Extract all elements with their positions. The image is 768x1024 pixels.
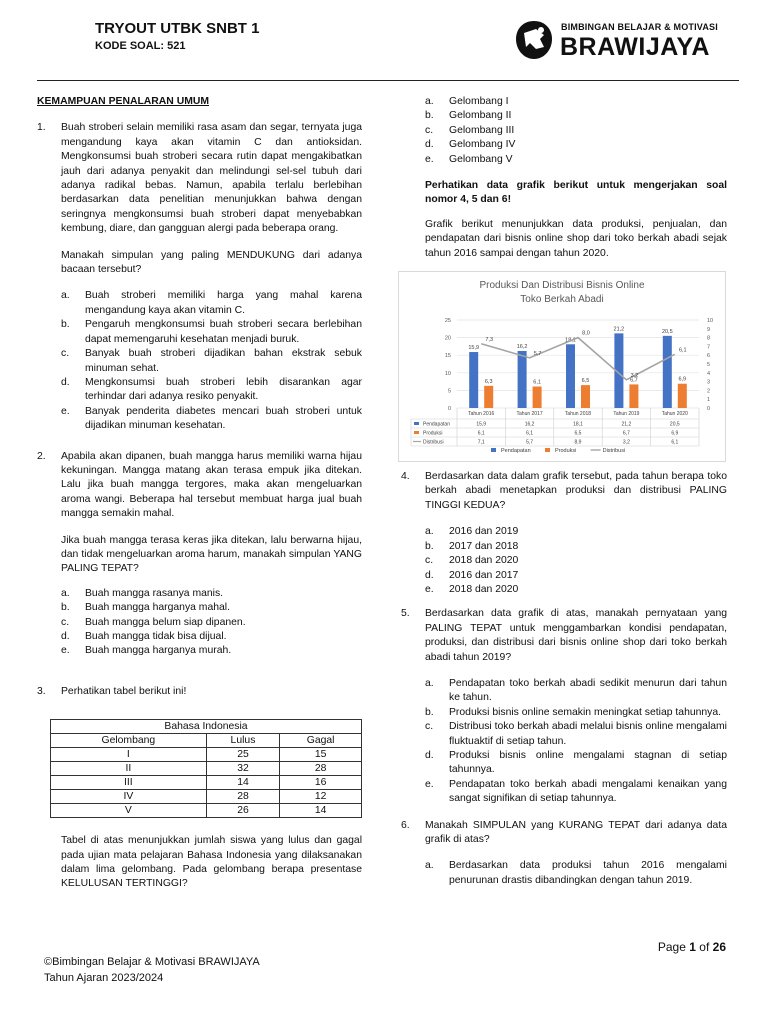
bar-produksi xyxy=(533,387,542,408)
question-1 xyxy=(37,121,362,433)
data-table-cell: 15,9 xyxy=(476,421,487,428)
bar-pendapatan xyxy=(518,351,527,408)
data-table-cell: 6,7 xyxy=(622,430,630,437)
option-d[interactable]: d. 2016 dan 2017 xyxy=(425,569,519,581)
legend-key xyxy=(545,448,550,452)
legend-key xyxy=(491,448,496,452)
option-b[interactable]: b. Pengaruh mengkonsumsi buah stroberi secara berlebihan dapat memengaruhi kesehatan menjadi buruk. xyxy=(61,319,362,345)
table-row: IV 28 12 xyxy=(51,790,362,804)
footer-copyright: ©Bimbingan Belajar & Motivasi BRAWIJAYA xyxy=(44,956,260,968)
option-a[interactable]: a. Gelombang I xyxy=(425,96,509,107)
question-4 xyxy=(401,470,727,597)
bar-pendapatan xyxy=(566,344,575,408)
option-d[interactable]: d. Gelombang IV xyxy=(425,139,516,151)
data-table-cell: 6,1 xyxy=(671,439,679,446)
question-prompt: Manakah SIMPULAN yang KURANG TEPAT dari adanya data grafik di atas? xyxy=(425,819,727,845)
left-axis-tick: 5 xyxy=(447,388,451,395)
option-e[interactable]: e. Gelombang V xyxy=(425,153,513,165)
pass-fail-table xyxy=(50,719,362,818)
bar-pendapatan xyxy=(469,352,478,408)
brand-tagline: BIMBINGAN BELAJAR & MOTIVASI xyxy=(561,22,718,32)
bar-data-label: 21,2 xyxy=(613,326,625,333)
bar-data-label: 15,9 xyxy=(468,345,480,352)
question-prompt: Berdasarkan data dalam grafik tersebut, pada tahun berapa toko berkah abadi menetapkan produksi dan distribusi PALING TINGGI KEDUA? xyxy=(425,471,727,511)
question-3 xyxy=(37,685,362,699)
data-table-cell: 6,5 xyxy=(574,430,582,437)
right-axis-tick: 9 xyxy=(707,326,711,333)
category-label: Tahun 2016 xyxy=(468,411,495,418)
data-table-key xyxy=(414,431,419,434)
option-c[interactable]: c. Buah mangga belum siap dipanen. xyxy=(61,616,246,628)
question-6 xyxy=(401,819,727,889)
option-a[interactable]: a. Pendapatan toko berkah abadi sedikit menurun dari tahun ke tahun. xyxy=(425,677,727,704)
question-number: 4. xyxy=(401,471,410,483)
bar-data-label: 6,3 xyxy=(484,378,493,385)
section-title: KEMAMPUAN PENALARAN UMUM xyxy=(37,96,210,107)
option-e[interactable]: e. Banyak penderita diabetes mencari buah stroberi untuk dijadikan minuman kesehatan. xyxy=(61,405,362,432)
bar-pendapatan xyxy=(663,336,672,408)
left-axis-tick: 10 xyxy=(444,370,451,377)
data-table-row-label: Distribusi xyxy=(423,439,444,446)
data-table-cell: 18,1 xyxy=(573,421,583,428)
right-axis-tick: 2 xyxy=(707,388,711,395)
left-axis-tick: 0 xyxy=(447,406,451,413)
chart-title: Produksi Dan Distribusi Bisnis Online xyxy=(479,280,645,292)
brand-logo-icon xyxy=(514,19,554,61)
option-c[interactable]: c. 2018 dan 2020 xyxy=(425,555,519,567)
category-label: Tahun 2017 xyxy=(516,411,543,418)
table-header: Gelombang xyxy=(51,734,207,748)
question-number: 5. xyxy=(401,608,410,620)
bar-data-label: 6,9 xyxy=(678,376,687,383)
header-divider xyxy=(37,80,739,81)
bar-data-label: 6,1 xyxy=(533,379,541,386)
exam-title: TRYOUT UTBK SNBT 1 xyxy=(95,20,260,37)
question-prompt: Jika buah mangga terasa keras jika ditekan, lalu berwarna hijau, dan tidak mengeluarkan aroma harum, manakah simpulan YANG PALING TEPAT? xyxy=(61,534,362,575)
right-axis-tick: 6 xyxy=(707,353,711,360)
question-passage: Apabila akan dipanen, buah mangga harus memiliki warna hijau kekuningan. Mangga matang akan terasa empuk jika ditekan. Lalu jika buah mangga tergores, maka akan mengeluarkan aroma wangi. Beberapa hal tersebut membuat harga jual buah mangga semakin mahal. xyxy=(61,450,362,520)
data-table-cell: 6,9 xyxy=(671,430,679,437)
question-number: 6. xyxy=(401,819,410,831)
chart-intro: Grafik berikut menunjukkan data produksi, penjualan, dan pendapatan dari bisnis online shop dari toko berkah abadi sejak tahun 2016 sampai dengan tahun 2020. xyxy=(425,218,727,259)
legend-entry: Produksi xyxy=(555,448,577,455)
table-row: I 25 15 xyxy=(51,748,362,762)
right-axis-tick: 0 xyxy=(707,406,711,413)
legend-entry: Pendapatan xyxy=(501,448,531,455)
chart-canvas xyxy=(399,272,725,461)
option-c[interactable]: c. Distribusi toko berkah abadi melalui bisnis online mengalami fluktuaktif di setiap tahun. xyxy=(425,721,727,747)
chart-instruction: Perhatikan data grafik berikut untuk mengerjakan soal nomor 4, 5 dan 6! xyxy=(425,180,727,206)
option-e[interactable]: e. Buah mangga harganya murah. xyxy=(61,645,232,657)
exam-code: KODE SOAL: 521 xyxy=(95,40,186,52)
brand-name: BRAWIJAYA xyxy=(560,33,710,61)
option-d[interactable]: d. Buah mangga tidak bisa dijual. xyxy=(61,631,227,642)
option-b[interactable]: b. Produksi bisnis online semakin meningkat setiap tahunnya. xyxy=(425,706,722,718)
data-table-cell: 7,1 xyxy=(477,439,485,446)
option-a[interactable]: a. Berdasarkan data produksi tahun 2016 mengalami penurunan drastis dibandingkan dengan tahun 2019. xyxy=(425,860,727,886)
data-table-cell: 20,5 xyxy=(669,421,680,428)
question-number: 3. xyxy=(37,685,46,697)
data-table-row-label: Pendapatan xyxy=(423,421,450,428)
right-axis-tick: 5 xyxy=(707,362,711,369)
table-header: Lulus xyxy=(206,734,280,748)
right-axis-tick: 8 xyxy=(707,335,711,342)
bar-produksi xyxy=(484,386,493,408)
right-axis-tick: 7 xyxy=(707,344,711,351)
brand-logo xyxy=(514,19,740,61)
bar-data-label: 6,7 xyxy=(630,377,638,384)
option-c[interactable]: c. Banyak buah stroberi dijadikan bahan ekstrak sebuk minuman sehat. xyxy=(61,348,362,374)
question-5 xyxy=(401,607,727,806)
category-label: Tahun 2019 xyxy=(613,411,640,418)
option-e[interactable]: e. Pendapatan toko berkah abadi mengalami kenaikan yang sangat signifikan di setiap tahunnya. xyxy=(425,778,727,805)
option-e[interactable]: e. 2018 dan 2020 xyxy=(425,583,519,595)
data-table-cell: 5,7 xyxy=(526,439,534,446)
question-prompt: Manakah simpulan yang paling MENDUKUNG dari adanya bacaan tersebut? xyxy=(61,249,362,276)
option-b[interactable]: b. Buah mangga harganya mahal. xyxy=(61,602,230,614)
right-axis-tick: 10 xyxy=(707,318,714,325)
production-distribution-chart xyxy=(398,271,726,462)
table-row: II 32 28 xyxy=(51,762,362,776)
legend-entry: Distribusi xyxy=(602,448,626,455)
data-table-cell: 6,1 xyxy=(526,430,534,437)
line-data-label: 6,1 xyxy=(678,347,687,354)
question-passage: Buah stroberi selain memiliki rasa asam dan segar, ternyata juga mengandung kaya akan vitamin C dan antioksidan. Mengkonsumsi buah stroberi secara rutin dapat mengakibatkan jauh dari adanya penyakit dan melindungi sel-sel tubuh dari adanya radikal bebas. Namun, apabila terlalu berlebihan berdasarkan data penelitian menunjukkan bahwa dengan seringnya mengkonsumsi buah stroberi dapat menyebabkan kembung, diare, dan gangguan alergi pada beberapa orang. xyxy=(61,122,362,235)
option-a[interactable]: a. 2016 dan 2019 xyxy=(425,526,519,538)
table-header: Gagal xyxy=(280,734,362,748)
question-prompt: Berdasarkan data grafik di atas, manakah pernyataan yang PALING TEPAT untuk menggambarkan kondisi pendapatan, produksi, dan distribusi dari bisnis online shop dari toko berkah abadi tahun 2019? xyxy=(425,608,727,663)
category-label: Tahun 2020 xyxy=(661,411,688,418)
data-table-cell: 16,2 xyxy=(524,421,535,428)
table-row: III 14 16 xyxy=(51,776,362,790)
question-3-options xyxy=(401,95,727,167)
bar-data-label: 16,2 xyxy=(516,344,528,351)
question-intro: Perhatikan tabel berikut ini! xyxy=(61,685,187,697)
left-axis-tick: 20 xyxy=(444,335,451,342)
option-a[interactable]: a. Buah mangga rasanya manis. xyxy=(61,587,224,599)
bar-data-label: 20,5 xyxy=(661,328,673,335)
left-axis-tick: 25 xyxy=(444,318,451,325)
bar-produksi xyxy=(678,384,687,408)
bar-data-label: 18,1 xyxy=(565,337,576,344)
right-axis-tick: 1 xyxy=(707,397,711,404)
question-prompt: Tabel di atas menunjukkan jumlah siswa yang lulus dan gagal pada ujian mata pelajaran Bahasa Indonesia yang dilaksanakan dalam lima gelombang. Pada gelombang berapa presentase KELULUSAN TERTINGGI? xyxy=(61,835,362,890)
table-row: V 26 14 xyxy=(51,804,362,818)
chart-subtitle: Toko Berkah Abadi xyxy=(520,294,604,306)
question-number: 1. xyxy=(37,122,46,134)
bar-produksi xyxy=(629,384,638,408)
option-d[interactable]: d. Mengkonsumsi buah stroberi lebih disarankan agar terhindar dari adanya resiko penyakit. xyxy=(61,376,362,403)
line-data-label: 8,0 xyxy=(582,330,590,337)
option-d[interactable]: d. Produksi bisnis online mengalami stagnan di setiap tahunnya. xyxy=(425,749,727,776)
bar-data-label: 6,5 xyxy=(581,378,590,385)
table-title: Bahasa Indonesia xyxy=(51,720,362,734)
data-table-row-label: Produksi xyxy=(423,430,443,437)
data-table-cell: 6,1 xyxy=(477,430,485,437)
right-column xyxy=(401,95,727,888)
right-axis-tick: 3 xyxy=(707,379,711,386)
data-table-cell: 3,2 xyxy=(622,439,630,446)
data-table-key xyxy=(414,422,419,425)
line-data-label: 3,2 xyxy=(630,372,639,379)
data-table-cell: 21,2 xyxy=(621,421,632,428)
option-b[interactable]: b. Gelombang II xyxy=(425,110,512,122)
page-number: Page 1 of 26 xyxy=(657,940,726,954)
line-data-label: 5,7 xyxy=(533,350,542,357)
question-2 xyxy=(37,450,362,659)
option-c[interactable]: c. Gelombang III xyxy=(425,124,515,136)
left-axis-tick: 15 xyxy=(444,353,451,360)
option-b[interactable]: b. 2017 dan 2018 xyxy=(425,540,519,552)
line-distribusi xyxy=(481,338,675,380)
left-column xyxy=(37,95,362,892)
category-label: Tahun 2018 xyxy=(564,411,592,418)
bar-produksi xyxy=(581,385,590,408)
question-number: 2. xyxy=(37,450,46,462)
footer-year: Tahun Ajaran 2023/2024 xyxy=(44,972,164,984)
right-axis-tick: 4 xyxy=(707,370,711,377)
data-table-cell: 8,9 xyxy=(574,439,582,446)
option-a[interactable]: a. Buah stroberi memiliki harga yang mahal karena mengandung kaya akan vitamin C. xyxy=(61,290,362,316)
line-data-label: 7,3 xyxy=(485,336,494,343)
